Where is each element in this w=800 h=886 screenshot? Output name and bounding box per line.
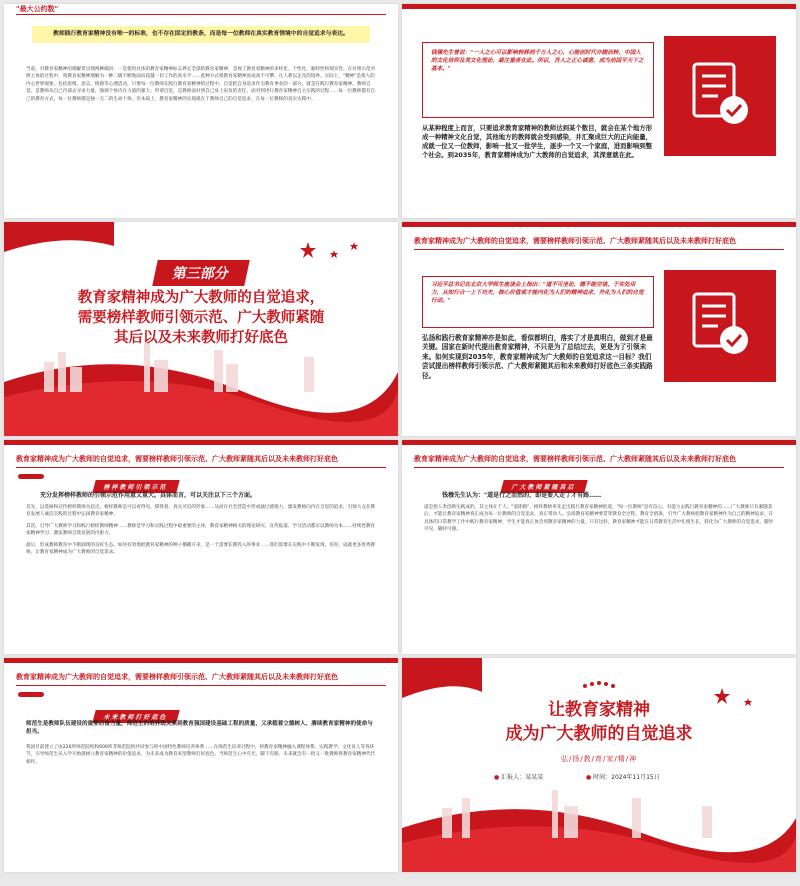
document-illustration: [664, 36, 776, 156]
body-text: 弘扬和践行教育家精神亦是如此，看似都明白，落实了才是真明白，做到才是最关键。国家在新时代提出教育家精神，不只是为了总结过去，更是为了引领未来。如何实现到2035年，教育家精神成为广大教师的自觉追求这一目标？我们尝试提出榜样教师引领示范、广大教师紧随其后和未来教师打好底色三条实践路径。: [422, 334, 653, 380]
slide-7[interactable]: [4, 658, 398, 872]
body-text: 从某种程度上而言，只要追求教育家精神的教师达到某个数目，就会在某个地方形成一种精神文化自觉，其他地方的教师就会受到感染，并汇聚成巨大的正向能量，成就一位又一位教师，影响一批又一批学生，逐步一个又一个家庭，进而影响到整个社会。到2035年，教育家精神成为广大教师的自觉追求，其深意就在此。: [422, 124, 653, 159]
section-tag: 广大教师紧随其后: [500, 480, 587, 493]
part-label: 第三部分: [152, 260, 250, 286]
top-bar: [402, 222, 796, 227]
slide-header: 教育家精神成为广大教师的自觉追求，需要榜样教师引领示范、广大教师紧随其后以及未来教师打好底色: [414, 234, 784, 250]
slide-2[interactable]: [402, 4, 796, 218]
paragraph: 首先，以选树和宣传榜样教师为起点。榜样教师是可以看得见、摸得着、真实可信的形象……从而在社会营造中形成通过感染力，激发教师向内在自觉的追求，引领大众在教育发展人诚信实践的过程中弘扬教育家精神。: [26, 505, 376, 518]
quote-box: [422, 276, 654, 328]
user-icon: ●: [494, 774, 500, 781]
paragraph: 其次，引导广大教师学习和践行榜样教师精神……教师是学习和实践过程中最重要的主体，教育家精神相关的理论研究、宣传报道、学习活动都应以教师为本……持续性教育家精神学习、激发教师自我发展的内驱力。: [26, 523, 376, 537]
slide-4[interactable]: [402, 222, 796, 436]
quote-text: 习近平总书记在北京大学师生座谈会上指出："道不可坐论，德不能空谈。于实处用力，从知行合一上下功夫，核心价值观才能内化为人们的精神追求，外化为人们的自觉行动。": [431, 282, 644, 304]
slide-header: "最大公约数": [16, 5, 59, 13]
body-text: 道是指人类创新实践成的，其主体在于人。"道即路"，榜样教师率先走出践行教育家精神的道，"每一位教师"是有信心、有能力去践行教育家精神的……广大教师只有紧随其后，才能让教育家精神真正成为每一位教师的自觉追求，真正带动人。弘扬教育家精神要贯穿教育全过程、教育全链条，引导广大教师把教育家精神作为自己的精神追求，在具体的日常教学工作中践行教育家精神，学生才能真正体会到教育家精神的力量。只有这样，教育家精神才能在日常教育生活中扎根生长，转化为广大教师的自觉追求，随时可见，随时可感。: [424, 505, 774, 533]
reporter: [494, 772, 543, 781]
slide-5[interactable]: [4, 440, 398, 654]
top-bar: [4, 658, 398, 663]
slide-header: 教育家精神成为广大教师的自觉追求，需要榜样教师引领示范、广大教师紧随其后以及未来教师打好底色: [16, 452, 386, 468]
cover-subtitle: 弘/扬/教/育/家/精/神: [560, 755, 638, 763]
document-check-icon: [680, 286, 760, 366]
highlight-box: 教师践行教育家精神没有唯一的标准，也不存在固定的教条，而是每一位教师在真实教育情境中的自觉追求与表达。: [32, 26, 370, 43]
slide-3[interactable]: [4, 222, 398, 436]
title-line: 让教育家精神: [548, 700, 650, 720]
top-bar: [402, 440, 796, 445]
paragraph-list: [26, 504, 378, 648]
cover-title: [402, 698, 796, 746]
slide-6[interactable]: [402, 440, 796, 654]
title-line: 需要榜样教师引领示范、广大教师紧随: [77, 310, 325, 326]
title-line: 其后以及未来教师打好底色: [114, 330, 288, 346]
document-illustration: [664, 270, 776, 382]
body-text: 我国目前建立了由226所师范院校和600所非师范院校共同参与的中国特色教师培养体系……在师范生培养过程中，将教育家精神融入课程体系、实践教学、文化育人等各环节，引导师范生从入学开始就树立教育家精神的价值追求，为未来成为教育家型教师打好底色。当师范生心中有光，脚下有路，未来就会有一批又一批教师将教育家精神代代相传。: [26, 745, 376, 765]
top-bar: [402, 4, 796, 9]
section-title: [4, 288, 398, 348]
top-bar: [4, 440, 398, 445]
part-label-wrap: [4, 260, 398, 286]
red-wave-decoration: [402, 658, 796, 872]
header-rule: [16, 14, 386, 15]
quote-line: 钱穆先生认为："道是行之而然的，即是要人走了才有路……: [442, 492, 602, 499]
title-line: 教育家精神成为广大教师的自觉追求，: [77, 290, 325, 306]
body-text: 当前，对教育家精神的理解常出现两种倾向：一是使用具体的教育家精神标志界定全部的教育家精神，忽视了教育家精神的多样化、个性化、独特性和现实性。在对照示范对照主体的过程中，将教育家精神理解为一种二级不断地面向超越一切工作的高水平……此种方式将教育家精神说成高不可攀、凡人难以企及的境界。实际上，"精神"是指人的内心世界现象，包括思维、意志、情感等心理活动，只要每一位教师在践行教育家精神的过程中，自觉把自身追求作为教育事业的一部分，就是在践行教育家精神。教师自觉，是教师从自己内部去寻求力量，强调个体内在力量的强大；所谓自觉，是教师面对到自己身上肩负的责任，面对到进行教育家精神自主实践的过程……每一位教师都有自己的教育方式，每一位教师都是独一无二的生命个体。但本质上，教育家精神的实现就在于教师自己的自觉追求，在每一位教师的真实实践中。: [26, 67, 376, 102]
quote-text: 钱穆先生曾说："一人之心可以影响转移到千万人之心，心能创时代亦随而转，中国人的文化信仰及其文化理论，最注重者在此。所以，吾人之正心诚意，成为治国平天下之基本。": [431, 50, 644, 72]
accent-pill: [18, 474, 44, 479]
accent-pill: [18, 692, 44, 697]
section-tag: 未来教师打好底色: [92, 710, 179, 723]
lead-text: 师范生是教师队伍建设的重要后备力量，师范生的培养既关系到教育强国建设基础工程的质量，又承载着立德树人、赓续教育家精神的使命与担当。: [26, 721, 373, 735]
slide-1[interactable]: [4, 4, 398, 218]
clock-icon: ●: [586, 774, 592, 781]
slide-header: 教育家精神成为广大教师的自觉追求，需要榜样教师引领示范、广大教师紧随其后以及未来教师打好底色: [16, 670, 386, 686]
document-check-icon: [680, 56, 760, 136]
slide-8[interactable]: [402, 658, 796, 872]
lead-text: 充分发挥榜样教师的引领示范作用意义重大。具体而言，可以关注以下三个方面。: [40, 492, 257, 499]
date: [586, 772, 660, 781]
section-tag: 榜样教师引领示范: [92, 480, 179, 493]
reporter-text: 汇报人：某某某: [501, 774, 544, 781]
date-text: 时间：2024年11月15日: [593, 774, 660, 781]
quote-box: [422, 42, 654, 118]
title-line: 成为广大教师的自觉追求: [505, 724, 693, 744]
paragraph: 最后，形成教师教育中不断涌现的良好生态。如何有效地把教育家精神的种子播撒开来，是一个需要长期投入的事业……我们需要在实践中不断发现、培育、成就更多优秀教师，让教育家精神成为广大教师的自觉追求。: [26, 542, 376, 556]
slide-header: 教育家精神成为广大教师的自觉追求，需要榜样教师引领示范、广大教师紧随其后以及未来教师打好底色: [414, 452, 784, 468]
